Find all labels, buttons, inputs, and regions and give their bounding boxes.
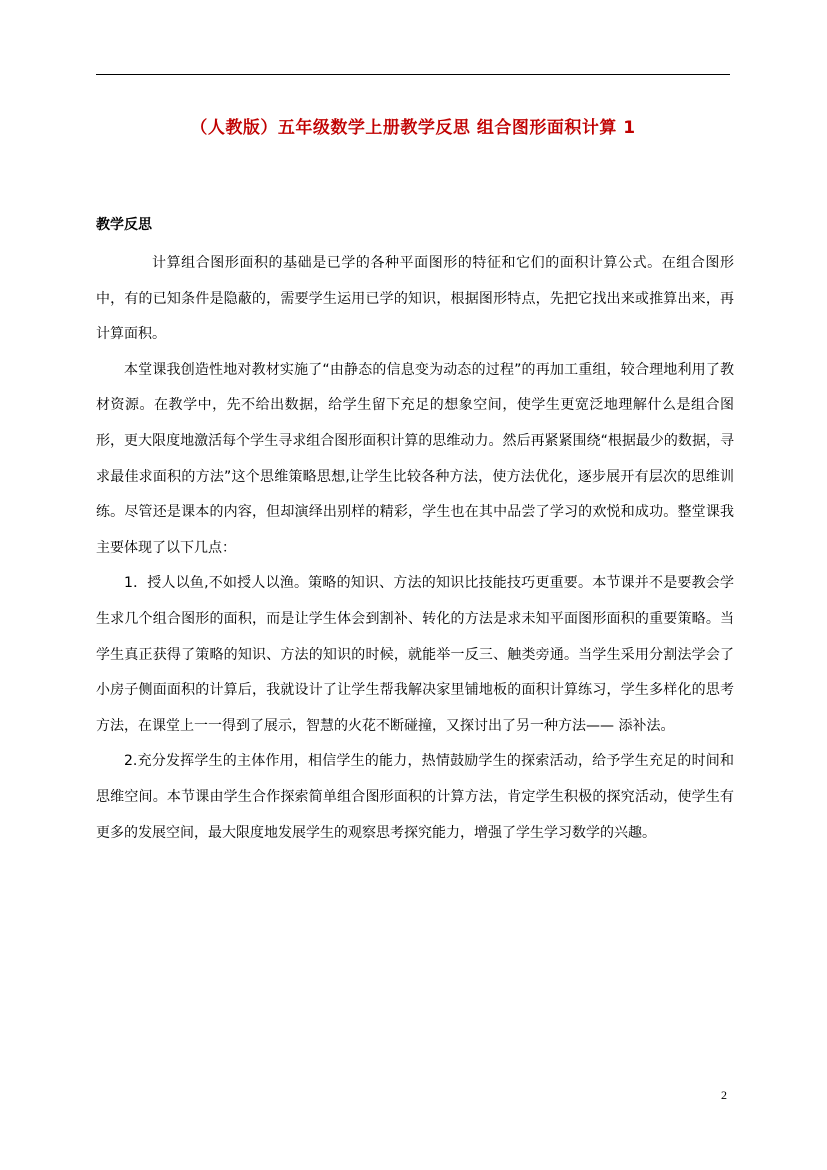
body-text [96, 246, 734, 851]
paragraph-3: 1．授人以鱼,不如授人以渔。策略的知识、方法的知识比技能技巧更重要。本节课并不是要教会学生求几个组合图形的面积，而是让学生体会到割补、转化的方法是求未知平面图形面积的重要策略。当学生真正获得了策略的知识、方法的知识的时候，就能举一反三、触类旁通。当学生采用分割法学会了小房子侧面面积的计算后，我就设计了让学生帮我解决家里铺地板的面积计算练习，学生多样化的思考方法，在课堂上一一得到了展示，智慧的火花不断碰撞，又探讨出了另一种方法—— 添补法。 [96, 575, 734, 734]
document-title: （人教版）五年级数学上册教学反思 组合图形面积计算 1 [190, 118, 636, 138]
paragraph-2: 本堂课我创造性地对教材实施了“由静态的信息变为动态的过程”的再加工重组，较合理地利用了教材资源。在教学中，先不给出数据，给学生留下充足的想象空间，使学生更宽泛地理解什么是组合图形，更大限度地激活每个学生寻求组合图形面积计算的思维动力。然后再紧紧围绕“根据最少的数据，寻求最佳求面积的方法”这个思维策略思想,让学生比较各种方法，使方法优化，逐步展开有层次的思维训练。尽管还是课本的内容，但却演绎出别样的精彩，学生也在其中品尝了学习的欢悦和成功。整堂课我主要体现了以下几点： [96, 361, 734, 556]
paragraph-1: 计算组合图形面积的基础是已学的各种平面图形的特征和它们的面积计算公式。在组合图形中，有的已知条件是隐蔽的，需要学生运用已学的知识，根据图形特点，先把它找出来或推算出来，再计算面积。 [96, 255, 734, 343]
paragraph-4: 2.充分发挥学生的主体作用，相信学生的能力，热情鼓励学生的探索活动，给予学生充足的时间和思维空间。本节课由学生合作探索简单组合图形面积的计算方法，肯定学生积极的探究活动，使学生有更多的发展空间，最大限度地发展学生的观察思考探究能力，增强了学生学习数学的兴趣。 [96, 753, 734, 841]
section-heading: 教学反思 [96, 217, 152, 233]
page-number: 2 [721, 1088, 727, 1102]
header-rule [96, 74, 730, 75]
